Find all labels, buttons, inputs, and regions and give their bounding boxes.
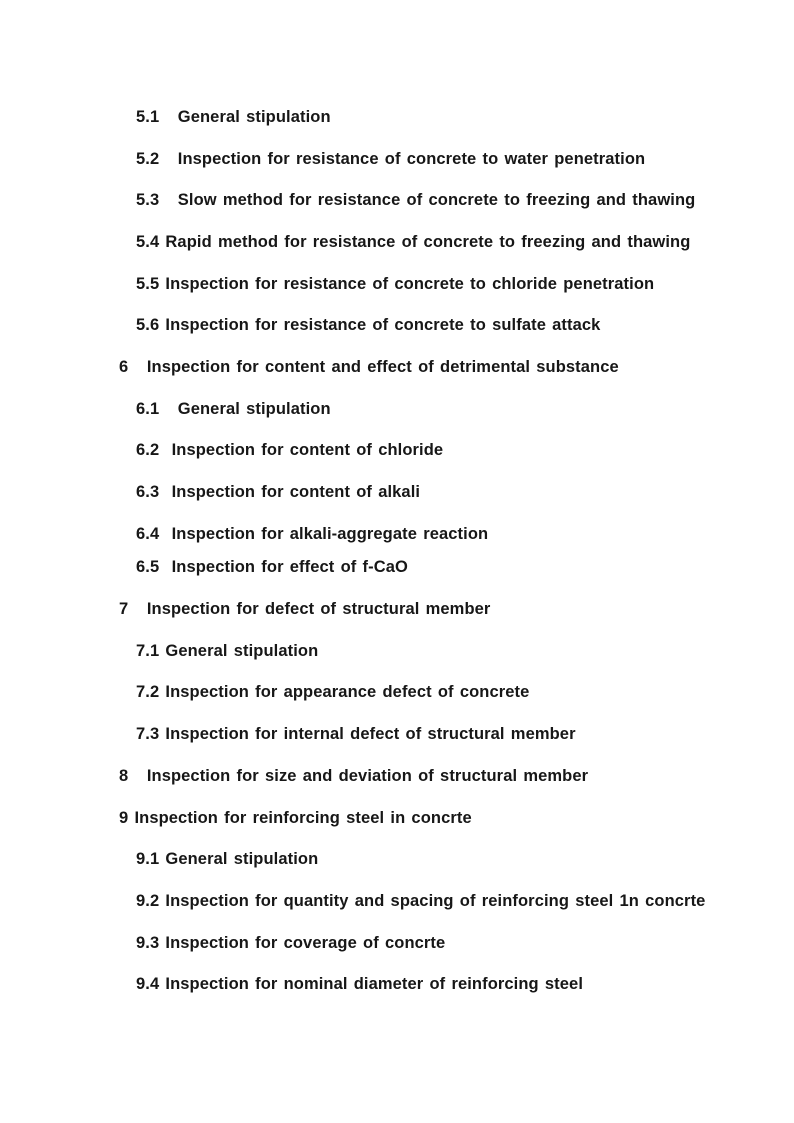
toc-item-9.4: 9.4 Inspection for nominal diameter of reinforcing steel (136, 975, 584, 993)
toc-item-6.4: 6.4 Inspection for alkali-aggregate reaction (136, 525, 489, 543)
toc-item-5.2: 5.2 Inspection for resistance of concrete to water penetration (136, 150, 646, 168)
toc-item-7: 7 Inspection for defect of structural member (119, 600, 491, 618)
toc-item-7.2: 7.2 Inspection for appearance defect of concrete (136, 683, 530, 701)
toc-item-9.3: 9.3 Inspection for coverage of concrte (136, 934, 446, 952)
toc-item-5.1: 5.1 General stipulation (136, 108, 331, 126)
toc-item-5.4: 5.4 Rapid method for resistance of concrete to freezing and thawing (136, 233, 691, 251)
toc-item-6.5: 6.5 Inspection for effect of f-CaO (136, 558, 408, 576)
toc-item-5.6: 5.6 Inspection for resistance of concrete to sulfate attack (136, 316, 601, 334)
toc-item-5.3: 5.3 Slow method for resistance of concrete to freezing and thawing (136, 191, 696, 209)
toc-item-9.2: 9.2 Inspection for quantity and spacing of reinforcing steel 1n concrte (136, 892, 706, 910)
toc-item-6.1: 6.1 General stipulation (136, 400, 331, 418)
toc-item-5.5: 5.5 Inspection for resistance of concrete to chloride penetration (136, 275, 655, 293)
toc-item-9: 9 Inspection for reinforcing steel in concrte (119, 809, 472, 827)
toc-item-7.1: 7.1 General stipulation (136, 642, 319, 660)
toc-item-7.3: 7.3 Inspection for internal defect of structural member (136, 725, 576, 743)
toc-item-6.3: 6.3 Inspection for content of alkali (136, 483, 421, 501)
toc-item-9.1: 9.1 General stipulation (136, 850, 319, 868)
toc-item-6.2: 6.2 Inspection for content of chloride (136, 441, 444, 459)
toc-item-8: 8 Inspection for size and deviation of structural member (119, 767, 589, 785)
toc-item-6: 6 Inspection for content and effect of detrimental substance (119, 358, 619, 376)
